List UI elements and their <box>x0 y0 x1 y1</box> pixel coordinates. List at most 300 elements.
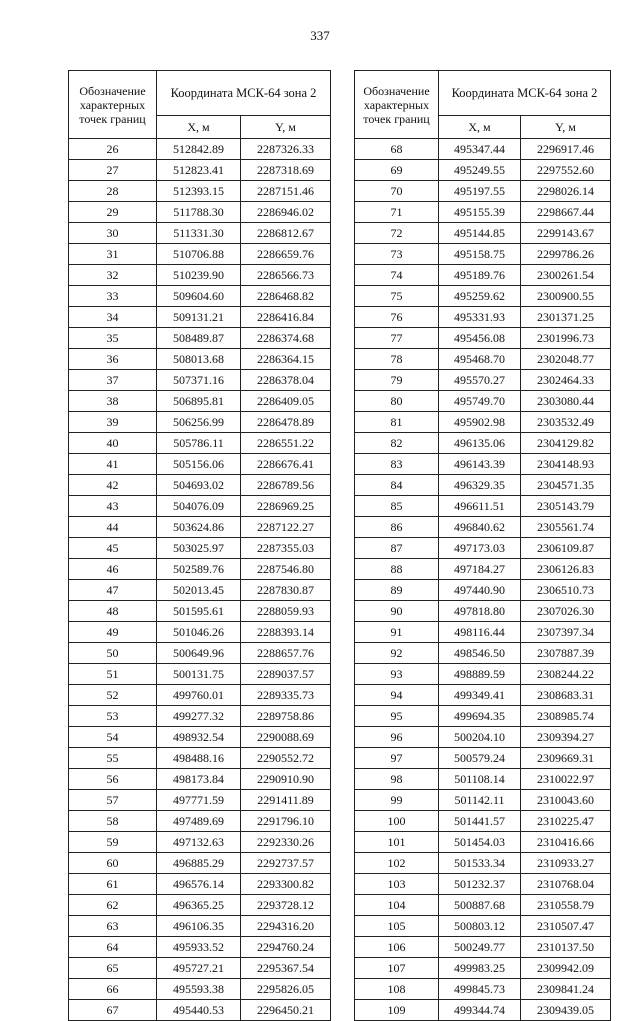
point-number-cell: 63 <box>69 916 157 937</box>
y-coordinate-cell: 2289037.57 <box>241 664 331 685</box>
x-coordinate-cell: 508013.68 <box>157 349 241 370</box>
point-number-cell: 68 <box>355 139 439 160</box>
table-row <box>355 622 611 643</box>
y-coordinate-cell: 2286566.73 <box>241 265 331 286</box>
y-coordinate-cell: 2299786.26 <box>521 244 611 265</box>
table-row <box>355 265 611 286</box>
x-coordinate-cell: 495468.70 <box>439 349 521 370</box>
x-coordinate-cell: 499694.35 <box>439 706 521 727</box>
x-coordinate-cell: 503624.86 <box>157 517 241 538</box>
table-row <box>69 139 331 160</box>
x-coordinate-cell: 498488.16 <box>157 748 241 769</box>
x-coordinate-cell: 495158.75 <box>439 244 521 265</box>
point-number-cell: 29 <box>69 202 157 223</box>
table-row <box>69 454 331 475</box>
x-coordinate-cell: 500131.75 <box>157 664 241 685</box>
table-row <box>69 1000 331 1021</box>
table-row <box>355 664 611 685</box>
x-coordinate-cell: 499344.74 <box>439 1000 521 1021</box>
point-number-cell: 104 <box>355 895 439 916</box>
point-number-cell: 40 <box>69 433 157 454</box>
point-number-cell: 96 <box>355 727 439 748</box>
page-number: 337 <box>310 28 330 43</box>
table-row <box>69 412 331 433</box>
y-coordinate-cell: 2303080.44 <box>521 391 611 412</box>
x-coordinate-cell: 497184.27 <box>439 559 521 580</box>
y-coordinate-cell: 2287326.33 <box>241 139 331 160</box>
y-coordinate-cell: 2301996.73 <box>521 328 611 349</box>
table-row <box>69 286 331 307</box>
table-row <box>69 391 331 412</box>
point-number-cell: 71 <box>355 202 439 223</box>
x-coordinate-cell: 501232.37 <box>439 874 521 895</box>
x-coordinate-cell: 497489.69 <box>157 811 241 832</box>
point-number-cell: 65 <box>69 958 157 979</box>
table-row <box>69 223 331 244</box>
table-row <box>355 601 611 622</box>
point-label-header: Обозначение характерных точек границ <box>355 71 439 139</box>
y-coordinate-cell: 2304129.82 <box>521 433 611 454</box>
point-number-cell: 108 <box>355 979 439 1000</box>
y-coordinate-cell: 2306126.83 <box>521 559 611 580</box>
table-row <box>69 538 331 559</box>
point-number-cell: 109 <box>355 1000 439 1021</box>
table-row <box>355 454 611 475</box>
y-coordinate-cell: 2286409.05 <box>241 391 331 412</box>
table-row <box>355 958 611 979</box>
x-coordinate-cell: 501454.03 <box>439 832 521 853</box>
table-row <box>69 937 331 958</box>
y-coordinate-cell: 2287546.80 <box>241 559 331 580</box>
x-coordinate-cell: 495933.52 <box>157 937 241 958</box>
point-number-cell: 28 <box>69 181 157 202</box>
x-coordinate-cell: 499845.73 <box>439 979 521 1000</box>
x-coordinate-cell: 495189.76 <box>439 265 521 286</box>
x-coordinate-cell: 501441.57 <box>439 811 521 832</box>
y-coordinate-cell: 2292330.26 <box>241 832 331 853</box>
y-coordinate-cell: 2287122.27 <box>241 517 331 538</box>
table-row <box>69 517 331 538</box>
point-number-cell: 50 <box>69 643 157 664</box>
y-coordinate-cell: 2301371.25 <box>521 307 611 328</box>
table-row <box>69 979 331 1000</box>
table-row <box>355 475 611 496</box>
x-coordinate-cell: 508489.87 <box>157 328 241 349</box>
point-number-cell: 101 <box>355 832 439 853</box>
x-coordinate-cell: 512393.15 <box>157 181 241 202</box>
point-number-cell: 46 <box>69 559 157 580</box>
y-coordinate-cell: 2296450.21 <box>241 1000 331 1021</box>
y-coordinate-cell: 2310043.60 <box>521 790 611 811</box>
table-row <box>69 769 331 790</box>
x-coordinate-cell: 500649.96 <box>157 643 241 664</box>
x-coordinate-cell: 495902.98 <box>439 412 521 433</box>
x-coordinate-cell: 511788.30 <box>157 202 241 223</box>
y-coordinate-cell: 2304571.35 <box>521 475 611 496</box>
y-coordinate-cell: 2289335.73 <box>241 685 331 706</box>
point-number-cell: 72 <box>355 223 439 244</box>
x-coordinate-cell: 505156.06 <box>157 454 241 475</box>
x-coordinate-cell: 498889.59 <box>439 664 521 685</box>
table-row <box>355 181 611 202</box>
table-row <box>355 853 611 874</box>
table-row <box>69 160 331 181</box>
table-row <box>355 286 611 307</box>
y-coordinate-cell: 2286551.22 <box>241 433 331 454</box>
x-coordinate-cell: 495197.55 <box>439 181 521 202</box>
point-number-cell: 103 <box>355 874 439 895</box>
table-row <box>69 874 331 895</box>
y-coordinate-cell: 2290910.90 <box>241 769 331 790</box>
x-coordinate-cell: 500579.24 <box>439 748 521 769</box>
table-row <box>355 433 611 454</box>
point-number-cell: 87 <box>355 538 439 559</box>
table-row <box>355 559 611 580</box>
x-coordinate-cell: 501142.11 <box>439 790 521 811</box>
point-number-cell: 90 <box>355 601 439 622</box>
table-row <box>69 895 331 916</box>
point-number-cell: 89 <box>355 580 439 601</box>
y-coordinate-cell: 2287830.87 <box>241 580 331 601</box>
point-number-cell: 102 <box>355 853 439 874</box>
table-row <box>355 727 611 748</box>
x-coordinate-cell: 497771.59 <box>157 790 241 811</box>
table-row <box>355 832 611 853</box>
point-number-cell: 85 <box>355 496 439 517</box>
table-row <box>355 391 611 412</box>
table-row <box>69 433 331 454</box>
point-number-cell: 34 <box>69 307 157 328</box>
y-coordinate-cell: 2310933.27 <box>521 853 611 874</box>
table-row <box>69 181 331 202</box>
table-row <box>69 664 331 685</box>
table-row <box>69 622 331 643</box>
point-number-cell: 64 <box>69 937 157 958</box>
point-number-cell: 77 <box>355 328 439 349</box>
y-coordinate-cell: 2310137.50 <box>521 937 611 958</box>
x-coordinate-cell: 506895.81 <box>157 391 241 412</box>
point-number-cell: 42 <box>69 475 157 496</box>
point-number-cell: 55 <box>69 748 157 769</box>
table-row <box>69 916 331 937</box>
y-coordinate-cell: 2307397.34 <box>521 622 611 643</box>
x-coordinate-cell: 498546.50 <box>439 643 521 664</box>
y-coordinate-cell: 2307887.39 <box>521 643 611 664</box>
x-coordinate-cell: 498116.44 <box>439 622 521 643</box>
y-coordinate-cell: 2286416.84 <box>241 307 331 328</box>
y-coordinate-cell: 2291411.89 <box>241 790 331 811</box>
table-row <box>69 202 331 223</box>
point-number-cell: 84 <box>355 475 439 496</box>
coordinates-table-right <box>354 70 611 1021</box>
y-column-header: Y, м <box>521 116 611 139</box>
table-row <box>355 223 611 244</box>
y-coordinate-cell: 2306109.87 <box>521 538 611 559</box>
x-coordinate-cell: 495331.93 <box>439 307 521 328</box>
x-coordinate-cell: 496611.51 <box>439 496 521 517</box>
table-row <box>355 937 611 958</box>
table-row <box>69 727 331 748</box>
y-coordinate-cell: 2297552.60 <box>521 160 611 181</box>
table-row <box>355 580 611 601</box>
y-coordinate-cell: 2287151.46 <box>241 181 331 202</box>
x-coordinate-cell: 495249.55 <box>439 160 521 181</box>
point-number-cell: 95 <box>355 706 439 727</box>
point-number-cell: 73 <box>355 244 439 265</box>
point-number-cell: 94 <box>355 685 439 706</box>
table-row <box>355 202 611 223</box>
point-number-cell: 76 <box>355 307 439 328</box>
x-coordinate-cell: 495144.85 <box>439 223 521 244</box>
x-coordinate-cell: 496143.39 <box>439 454 521 475</box>
x-column-header: X, м <box>439 116 521 139</box>
x-coordinate-cell: 499983.25 <box>439 958 521 979</box>
point-number-cell: 81 <box>355 412 439 433</box>
point-number-cell: 54 <box>69 727 157 748</box>
table-row <box>69 958 331 979</box>
point-number-cell: 26 <box>69 139 157 160</box>
point-number-cell: 47 <box>69 580 157 601</box>
x-coordinate-cell: 496135.06 <box>439 433 521 454</box>
y-coordinate-cell: 2300261.54 <box>521 265 611 286</box>
point-number-cell: 70 <box>355 181 439 202</box>
table-row <box>355 811 611 832</box>
x-coordinate-cell: 497818.80 <box>439 601 521 622</box>
x-coordinate-cell: 495456.08 <box>439 328 521 349</box>
table-row <box>355 517 611 538</box>
x-coordinate-cell: 504076.09 <box>157 496 241 517</box>
x-coordinate-cell: 496329.35 <box>439 475 521 496</box>
x-coordinate-cell: 496576.14 <box>157 874 241 895</box>
x-coordinate-cell: 495259.62 <box>439 286 521 307</box>
y-coordinate-cell: 2308683.31 <box>521 685 611 706</box>
y-coordinate-cell: 2288393.14 <box>241 622 331 643</box>
x-coordinate-cell: 497440.90 <box>439 580 521 601</box>
x-coordinate-cell: 501108.14 <box>439 769 521 790</box>
y-coordinate-cell: 2309439.05 <box>521 1000 611 1021</box>
table-row <box>355 916 611 937</box>
point-number-cell: 58 <box>69 811 157 832</box>
y-coordinate-cell: 2299143.67 <box>521 223 611 244</box>
coordinate-system-header: Координата МСК-64 зона 2 <box>439 71 611 116</box>
y-coordinate-cell: 2286478.89 <box>241 412 331 433</box>
table-row <box>69 748 331 769</box>
point-number-cell: 61 <box>69 874 157 895</box>
table-row <box>355 643 611 664</box>
y-column-header: Y, м <box>241 116 331 139</box>
table-body <box>69 139 331 1021</box>
point-number-cell: 32 <box>69 265 157 286</box>
x-coordinate-cell: 505786.11 <box>157 433 241 454</box>
y-coordinate-cell: 2309841.24 <box>521 979 611 1000</box>
point-number-cell: 39 <box>69 412 157 433</box>
x-coordinate-cell: 496106.35 <box>157 916 241 937</box>
table-row <box>355 370 611 391</box>
point-number-cell: 69 <box>355 160 439 181</box>
point-number-cell: 52 <box>69 685 157 706</box>
table-row <box>69 307 331 328</box>
table-row <box>355 244 611 265</box>
table-row <box>69 643 331 664</box>
table-row <box>69 265 331 286</box>
coordinate-system-header: Координата МСК-64 зона 2 <box>157 71 331 116</box>
point-number-cell: 83 <box>355 454 439 475</box>
table-row <box>69 496 331 517</box>
x-coordinate-cell: 509131.21 <box>157 307 241 328</box>
y-coordinate-cell: 2286812.67 <box>241 223 331 244</box>
y-coordinate-cell: 2305143.79 <box>521 496 611 517</box>
point-number-cell: 100 <box>355 811 439 832</box>
table-row <box>69 685 331 706</box>
x-coordinate-cell: 511331.30 <box>157 223 241 244</box>
point-number-cell: 78 <box>355 349 439 370</box>
y-coordinate-cell: 2294760.24 <box>241 937 331 958</box>
point-number-cell: 59 <box>69 832 157 853</box>
y-coordinate-cell: 2286374.68 <box>241 328 331 349</box>
table-row <box>355 538 611 559</box>
y-coordinate-cell: 2292737.57 <box>241 853 331 874</box>
y-coordinate-cell: 2308985.74 <box>521 706 611 727</box>
y-coordinate-cell: 2289758.86 <box>241 706 331 727</box>
point-number-cell: 107 <box>355 958 439 979</box>
point-number-cell: 106 <box>355 937 439 958</box>
x-coordinate-cell: 512823.41 <box>157 160 241 181</box>
point-number-cell: 79 <box>355 370 439 391</box>
table-row <box>355 769 611 790</box>
x-coordinate-cell: 510706.88 <box>157 244 241 265</box>
y-coordinate-cell: 2286364.15 <box>241 349 331 370</box>
y-coordinate-cell: 2309942.09 <box>521 958 611 979</box>
point-number-cell: 49 <box>69 622 157 643</box>
y-coordinate-cell: 2286946.02 <box>241 202 331 223</box>
y-coordinate-cell: 2302048.77 <box>521 349 611 370</box>
table-row <box>355 1000 611 1021</box>
table-row <box>69 475 331 496</box>
point-number-cell: 35 <box>69 328 157 349</box>
point-number-cell: 57 <box>69 790 157 811</box>
y-coordinate-cell: 2303532.49 <box>521 412 611 433</box>
x-coordinate-cell: 510239.90 <box>157 265 241 286</box>
x-coordinate-cell: 500887.68 <box>439 895 521 916</box>
table-row <box>69 349 331 370</box>
point-number-cell: 91 <box>355 622 439 643</box>
y-coordinate-cell: 2288059.93 <box>241 601 331 622</box>
point-number-cell: 51 <box>69 664 157 685</box>
y-coordinate-cell: 2290552.72 <box>241 748 331 769</box>
y-coordinate-cell: 2302464.33 <box>521 370 611 391</box>
point-number-cell: 75 <box>355 286 439 307</box>
x-coordinate-cell: 497173.03 <box>439 538 521 559</box>
y-coordinate-cell: 2310022.97 <box>521 769 611 790</box>
table-row <box>69 370 331 391</box>
table-row <box>69 706 331 727</box>
point-number-cell: 43 <box>69 496 157 517</box>
x-coordinate-cell: 495727.21 <box>157 958 241 979</box>
table-row <box>355 349 611 370</box>
y-coordinate-cell: 2310768.04 <box>521 874 611 895</box>
x-coordinate-cell: 501046.26 <box>157 622 241 643</box>
y-coordinate-cell: 2295367.54 <box>241 958 331 979</box>
y-coordinate-cell: 2310225.47 <box>521 811 611 832</box>
x-coordinate-cell: 504693.02 <box>157 475 241 496</box>
y-coordinate-cell: 2309394.27 <box>521 727 611 748</box>
x-coordinate-cell: 512842.89 <box>157 139 241 160</box>
y-coordinate-cell: 2296917.46 <box>521 139 611 160</box>
x-coordinate-cell: 501533.34 <box>439 853 521 874</box>
table-row <box>355 307 611 328</box>
x-coordinate-cell: 495593.38 <box>157 979 241 1000</box>
y-coordinate-cell: 2310507.47 <box>521 916 611 937</box>
y-coordinate-cell: 2290088.69 <box>241 727 331 748</box>
point-number-cell: 82 <box>355 433 439 454</box>
x-coordinate-cell: 502589.76 <box>157 559 241 580</box>
y-coordinate-cell: 2286789.56 <box>241 475 331 496</box>
point-number-cell: 31 <box>69 244 157 265</box>
x-coordinate-cell: 496365.25 <box>157 895 241 916</box>
point-number-cell: 80 <box>355 391 439 412</box>
point-number-cell: 62 <box>69 895 157 916</box>
table-row <box>69 559 331 580</box>
point-number-cell: 88 <box>355 559 439 580</box>
x-coordinate-cell: 495749.70 <box>439 391 521 412</box>
table-row <box>355 979 611 1000</box>
table-row <box>355 328 611 349</box>
point-number-cell: 45 <box>69 538 157 559</box>
point-number-cell: 36 <box>69 349 157 370</box>
table-row <box>69 244 331 265</box>
y-coordinate-cell: 2294316.20 <box>241 916 331 937</box>
x-coordinate-cell: 502013.45 <box>157 580 241 601</box>
y-coordinate-cell: 2288657.76 <box>241 643 331 664</box>
table-row <box>355 748 611 769</box>
y-coordinate-cell: 2307026.30 <box>521 601 611 622</box>
x-coordinate-cell: 496840.62 <box>439 517 521 538</box>
table-row <box>355 706 611 727</box>
table-row <box>355 139 611 160</box>
y-coordinate-cell: 2286969.25 <box>241 496 331 517</box>
y-coordinate-cell: 2286468.82 <box>241 286 331 307</box>
y-coordinate-cell: 2291796.10 <box>241 811 331 832</box>
x-coordinate-cell: 498932.54 <box>157 727 241 748</box>
y-coordinate-cell: 2287318.69 <box>241 160 331 181</box>
table-row <box>69 853 331 874</box>
y-coordinate-cell: 2310558.79 <box>521 895 611 916</box>
x-coordinate-cell: 501595.61 <box>157 601 241 622</box>
table-row <box>69 832 331 853</box>
y-coordinate-cell: 2298026.14 <box>521 181 611 202</box>
x-coordinate-cell: 495570.27 <box>439 370 521 391</box>
coordinates-table-left <box>68 70 331 1021</box>
y-coordinate-cell: 2300900.55 <box>521 286 611 307</box>
table-row <box>355 412 611 433</box>
x-column-header: X, м <box>157 116 241 139</box>
point-number-cell: 105 <box>355 916 439 937</box>
y-coordinate-cell: 2306510.73 <box>521 580 611 601</box>
table-row <box>355 160 611 181</box>
table-row <box>69 811 331 832</box>
y-coordinate-cell: 2305561.74 <box>521 517 611 538</box>
y-coordinate-cell: 2286676.41 <box>241 454 331 475</box>
y-coordinate-cell: 2287355.03 <box>241 538 331 559</box>
point-number-cell: 44 <box>69 517 157 538</box>
point-number-cell: 66 <box>69 979 157 1000</box>
x-coordinate-cell: 507371.16 <box>157 370 241 391</box>
y-coordinate-cell: 2298667.44 <box>521 202 611 223</box>
point-number-cell: 27 <box>69 160 157 181</box>
table-row <box>355 496 611 517</box>
point-number-cell: 74 <box>355 265 439 286</box>
point-number-cell: 38 <box>69 391 157 412</box>
